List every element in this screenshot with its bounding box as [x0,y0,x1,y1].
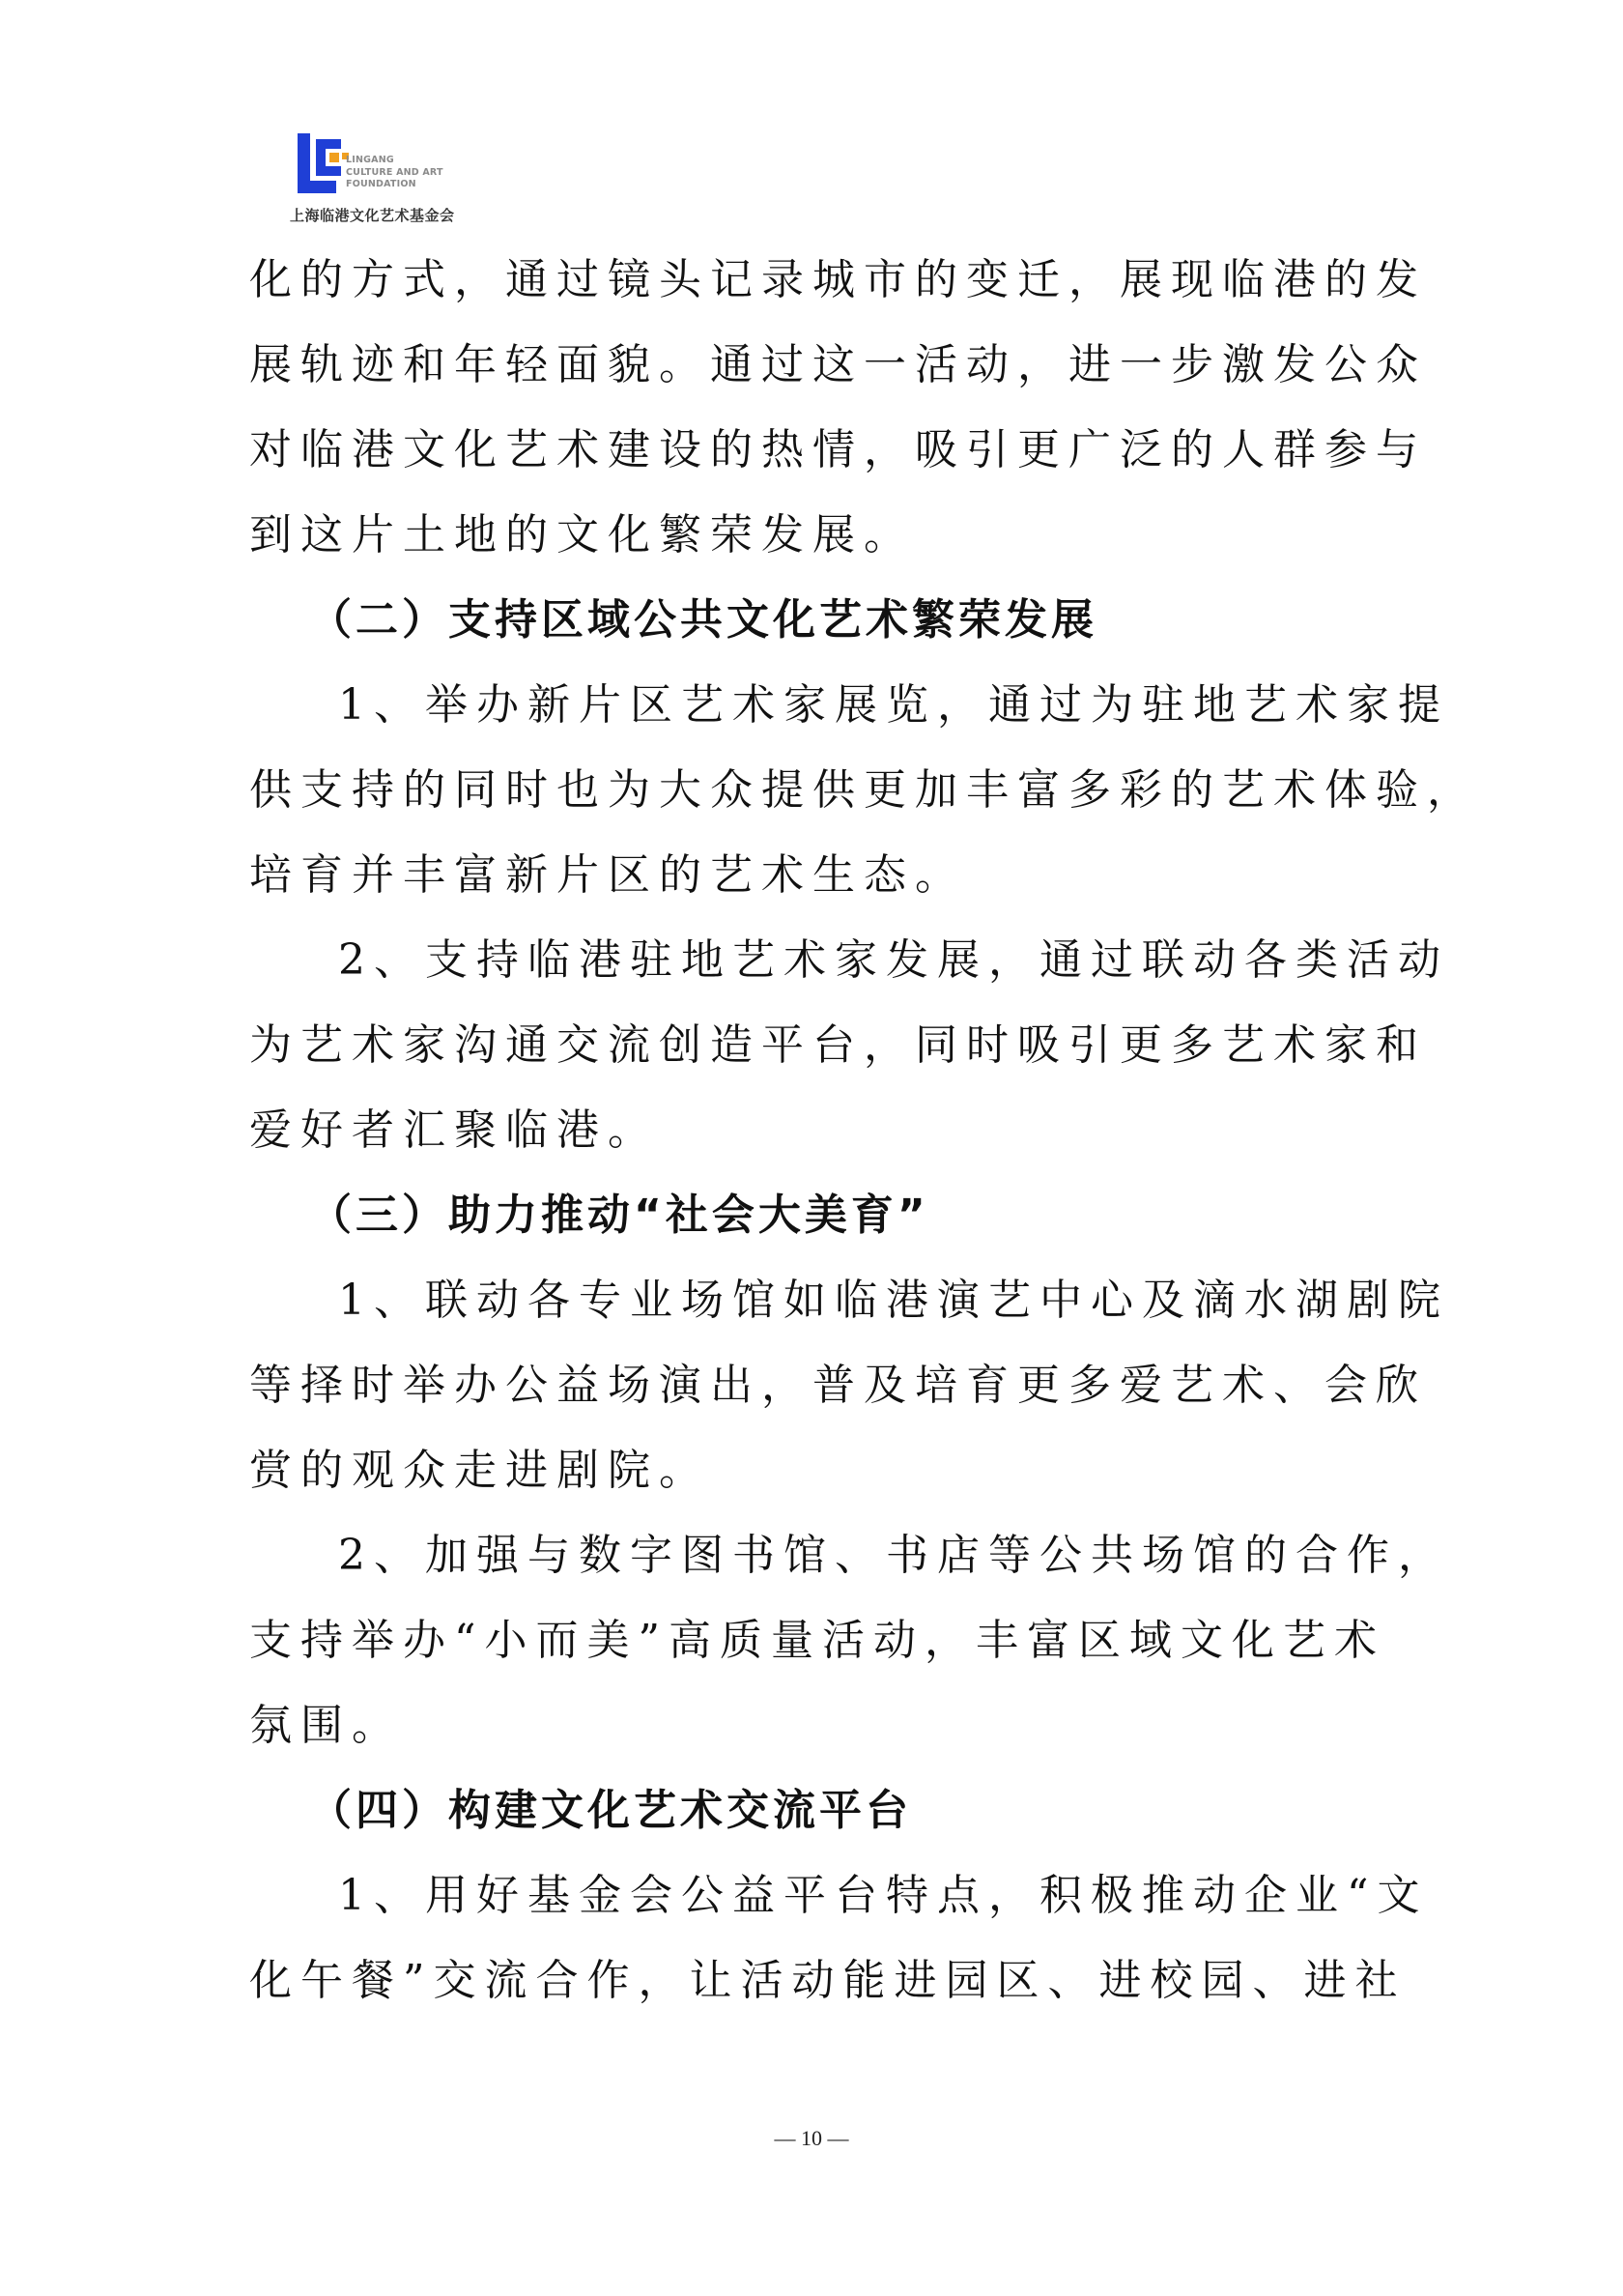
paragraph-line: 等择时举办公益场演出，普及培育更多爱艺术、会欣 [249,1361,1427,1410]
paragraph-line: 1、用好基金会公益平台特点，积极推动企业“文 [338,1871,1429,1920]
foundation-logo [290,126,522,232]
paragraph-line: 赏的观众走进剧院。 [249,1446,710,1495]
paragraph-line: 支持举办“小而美”高质量活动，丰富区域文化艺术 [249,1616,1385,1665]
logo-en-line: FOUNDATION [346,179,416,189]
logo-en-line: LINGANG [346,155,394,165]
paragraph-line: 培育并丰富新片区的艺术生态。 [249,850,966,900]
section-heading: （三）助力推动“社会大美育” [309,1191,929,1240]
paragraph-line: 1、举办新片区艺术家展览，通过为驻地艺术家提 [338,680,1449,730]
paragraph-line: 爱好者汇聚临港。 [249,1105,659,1155]
paragraph-line: 到这片土地的文化繁荣发展。 [249,510,915,560]
section-heading: （四）构建文化艺术交流平台 [309,1786,912,1835]
logo-chinese-name: 上海临港文化艺术基金会 [290,207,455,224]
logo-en-line: CULTURE AND ART [346,166,443,178]
section-heading: （二）支持区域公共文化艺术繁荣发展 [309,595,1097,645]
logo-english-name [346,155,443,191]
paragraph-line: 化的方式，通过镜头记录城市的变迁，展现临港的发 [249,255,1427,304]
page-number: — 10 — [774,2126,849,2150]
paragraph-line: 展轨迹和年轻面貌。通过这一活动，进一步激发公众 [249,340,1427,389]
paragraph-line: 为艺术家沟通交流创造平台，同时吸引更多艺术家和 [249,1020,1427,1070]
paragraph-line: 供支持的同时也为大众提供更加丰富多彩的艺术体验， [249,765,1478,815]
paragraph-line: 对临港文化艺术建设的热情，吸引更广泛的人群参与 [249,425,1427,474]
paragraph-line: 氛围。 [249,1701,403,1750]
paragraph-line: 1、联动各专业场馆如临港演艺中心及滴水湖剧院 [338,1276,1449,1325]
paragraph-line: 2、加强与数字图书馆、书店等公共场馆的合作， [338,1531,1449,1580]
paragraph-line: 2、支持临港驻地艺术家发展，通过联动各类活动 [338,935,1449,985]
paragraph-line: 化午餐”交流合作，让活动能进园区、进校园、进社 [249,1956,1407,2005]
